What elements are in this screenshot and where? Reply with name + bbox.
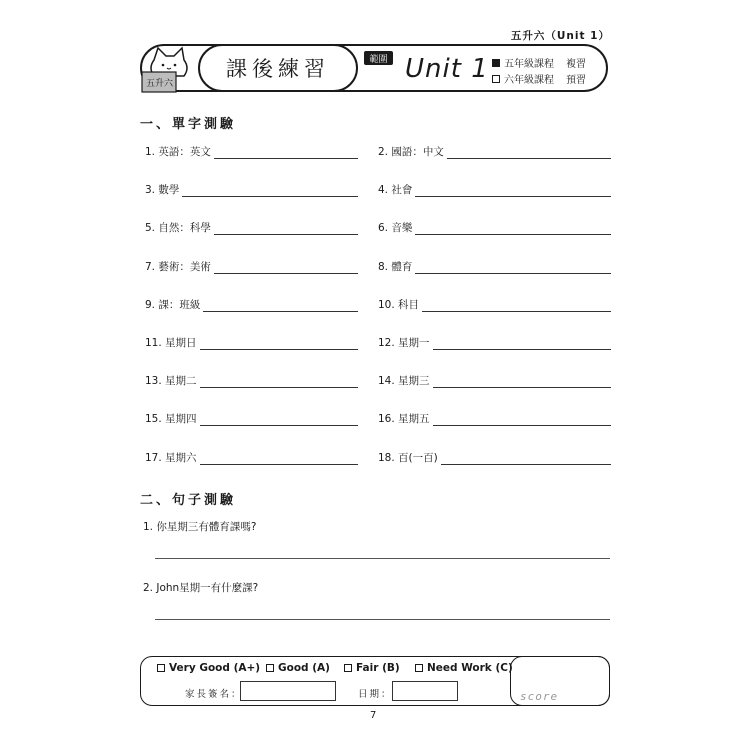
- checkbox-icon[interactable]: [344, 664, 352, 672]
- vocab-item: [378, 259, 611, 274]
- vocab-label: 6. 音樂: [378, 222, 413, 235]
- checkbox-checked-icon[interactable]: [492, 59, 500, 67]
- vocab-answer-line[interactable]: [200, 375, 358, 388]
- vocab-label: 9. 課：班級: [145, 298, 201, 311]
- vocab-answer-line[interactable]: [433, 337, 611, 350]
- vocab-answer-line[interactable]: [200, 413, 358, 426]
- rating-label: Very Good (A+): [169, 662, 261, 674]
- mascot-sign-label: 五升六: [146, 79, 174, 89]
- vocab-label: 7. 藝術：美術: [145, 260, 211, 273]
- date-field[interactable]: [392, 681, 458, 701]
- sentence-question: 2. John星期一有什麼課?: [143, 582, 259, 594]
- unit-title: Unit 1: [405, 54, 489, 84]
- vocab-answer-line[interactable]: [433, 413, 611, 426]
- vocab-answer-line[interactable]: [447, 146, 611, 159]
- vocab-item: [378, 335, 611, 350]
- vocab-item: [378, 450, 611, 465]
- vocab-item: [378, 182, 611, 197]
- unit-indicator: 五升六（Unit 1）: [510, 30, 610, 42]
- vocab-answer-line[interactable]: [441, 452, 611, 465]
- vocab-label: 1. 英語：英文: [145, 146, 211, 158]
- course-option-grade6[interactable]: [492, 71, 586, 86]
- vocab-label: 17. 星期六: [145, 451, 197, 464]
- vocab-label: 15. 星期四: [145, 413, 197, 426]
- vocab-answer-line[interactable]: [214, 261, 358, 274]
- vocab-label: 12. 星期一: [378, 337, 430, 349]
- vocab-item: [145, 450, 358, 465]
- vocab-label: 3. 數學: [145, 184, 180, 197]
- vocab-answer-line[interactable]: [200, 337, 358, 350]
- section-vocab-title: 一、單字測驗: [140, 117, 237, 132]
- vocab-answer-line[interactable]: [214, 222, 358, 235]
- vocab-label: 18. 百(一百): [378, 451, 438, 464]
- page-title: 課後練習: [198, 44, 358, 92]
- course-option-grade5[interactable]: [492, 55, 586, 70]
- vocab-answer-line[interactable]: [415, 222, 611, 235]
- course-tag: 複習: [566, 59, 586, 70]
- range-badge: 範圍: [364, 51, 393, 65]
- vocab-item: [378, 220, 611, 235]
- course-label: 六年級課程: [504, 75, 554, 86]
- vocab-answer-line[interactable]: [200, 452, 358, 465]
- section-sentence-title: 二、句子測驗: [140, 493, 237, 508]
- checkbox-icon[interactable]: [157, 664, 165, 672]
- vocab-item: [145, 182, 358, 197]
- parent-signature-field[interactable]: [240, 681, 336, 701]
- vocab-answer-line[interactable]: [422, 299, 611, 312]
- page-number: 7: [370, 710, 377, 721]
- answer-line[interactable]: [155, 619, 610, 620]
- vocab-item: [378, 411, 611, 426]
- vocab-label: 10. 科目: [378, 298, 420, 311]
- checkbox-icon[interactable]: [492, 75, 500, 83]
- date-label: 日期：: [358, 689, 393, 700]
- vocab-item: [145, 373, 358, 388]
- vocab-answer-line[interactable]: [182, 184, 358, 197]
- vocab-item: [378, 373, 611, 388]
- vocab-item: [145, 259, 358, 274]
- vocab-answer-line[interactable]: [214, 146, 358, 159]
- score-label: score: [520, 690, 559, 703]
- vocab-label: 16. 星期五: [378, 413, 430, 426]
- checkbox-icon[interactable]: [266, 664, 274, 672]
- vocab-label: 2. 國語：中文: [378, 146, 444, 158]
- vocab-label: 4. 社會: [378, 184, 413, 197]
- vocab-answer-line[interactable]: [415, 184, 611, 197]
- vocab-label: 8. 體育: [378, 260, 413, 273]
- vocab-answer-line[interactable]: [203, 299, 358, 312]
- vocab-label: 13. 星期二: [145, 375, 197, 388]
- course-tag: 預習: [566, 75, 586, 86]
- vocab-label: 11. 星期日: [145, 337, 197, 349]
- vocab-item: [145, 335, 358, 350]
- rating-label: Good (A): [278, 662, 330, 674]
- parent-signature-label: 家長簽名：: [185, 689, 243, 700]
- vocab-label: 5. 自然：科學: [145, 222, 211, 235]
- answer-line[interactable]: [155, 558, 610, 559]
- rating-good[interactable]: [266, 662, 330, 674]
- vocab-item: [145, 220, 358, 235]
- sentence-question: 1. 你星期三有體育課嗎?: [143, 521, 257, 533]
- vocab-item: [145, 297, 358, 312]
- rating-need-work[interactable]: [415, 662, 513, 674]
- vocab-item: [378, 144, 611, 159]
- vocab-answer-line[interactable]: [433, 375, 611, 388]
- course-label: 五年級課程: [504, 59, 554, 70]
- vocab-item: [378, 297, 611, 312]
- rating-label: Need Work (C): [427, 662, 513, 674]
- vocab-label: 14. 星期三: [378, 375, 430, 388]
- checkbox-icon[interactable]: [415, 664, 423, 672]
- vocab-item: [145, 144, 358, 159]
- rating-very-good[interactable]: [157, 662, 260, 674]
- vocab-answer-line[interactable]: [415, 261, 611, 274]
- rating-label: Fair (B): [356, 662, 400, 674]
- rating-fair[interactable]: [344, 662, 400, 674]
- vocab-item: [145, 411, 358, 426]
